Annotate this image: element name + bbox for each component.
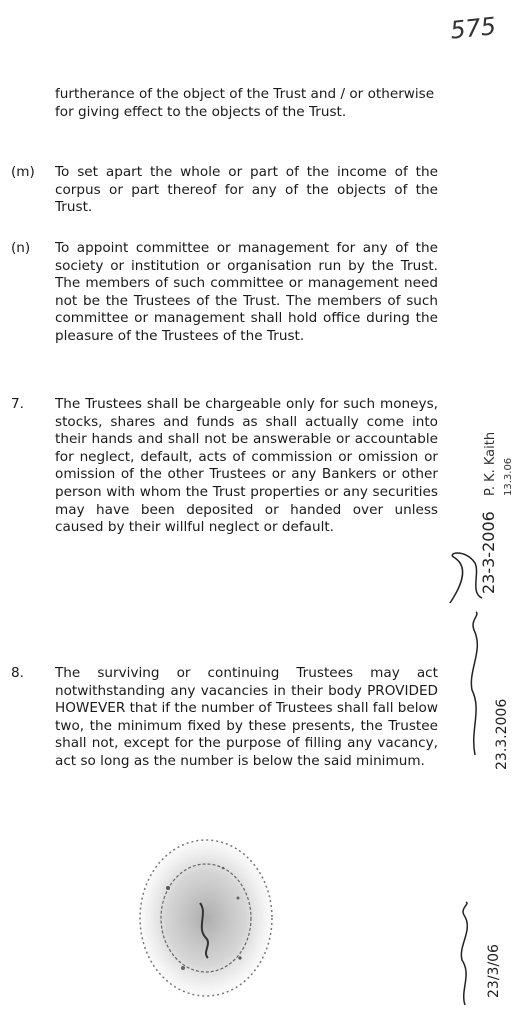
svg-text:23.3.2006: 23.3.2006 xyxy=(494,698,510,770)
handwritten-signature-4 xyxy=(450,900,480,1010)
svg-text:13.3.06: 13.3.06 xyxy=(503,457,514,496)
signature-date-2 xyxy=(495,396,519,506)
continuation-paragraph: furtherance of the object of the Trust and / or otherwise for giving effect to the objects of the Trust. xyxy=(55,86,435,120)
signature-date-4 xyxy=(478,906,508,1006)
clause-n-text: To appoint committee or management for any of the society or institution or organisation run by the Trust. The members of such committee or management need not be the Trustees of the Trust. The members of such committee or management shall hold office during the pleasure of the Trustees of the Trust. xyxy=(55,240,438,344)
clause-8-label: 8. xyxy=(11,665,24,681)
clause-m-text: To set apart the whole or part of the income of the corpus or part thereof for any of the objects of the Trust. xyxy=(55,164,438,216)
clause-7-label: 7. xyxy=(11,396,24,412)
clause-m-label: (m) xyxy=(11,164,35,180)
svg-text:23/3/06: 23/3/06 xyxy=(486,944,502,998)
page-number-text: 575 xyxy=(448,11,498,45)
clause-n-label: (n) xyxy=(11,240,31,256)
page-number-handwritten xyxy=(446,6,506,46)
clause-7-text: The Trustees shall be chargeable only for such moneys, stocks, shares and funds as shall actually come into their hands and shall not be answerable or accountable for neglect, default, acts of commission or omission or omission of the other Trustees or any Bankers or other person with whom the Trust properties or any securities may have been deposited or handed over unless caused by their willful neglect or default. xyxy=(55,396,438,536)
signature-date-3 xyxy=(486,640,514,780)
svg-text:P. K. Kaith: P. K. Kaith xyxy=(483,431,498,496)
clause-8-text: The surviving or continuing Trustees may act notwithstanding any vacancies in their body PROVIDED HOWEVER that if the number of Trustees shall fall below two, the minimum fixed by these presents, the Trustee shall not, except for the purpose of filling any vacancy, act so long as the number is below the said minimum. xyxy=(55,665,438,769)
seal-stamp xyxy=(128,828,278,1003)
svg-text:23-3-2006: 23-3-2006 xyxy=(479,511,498,594)
